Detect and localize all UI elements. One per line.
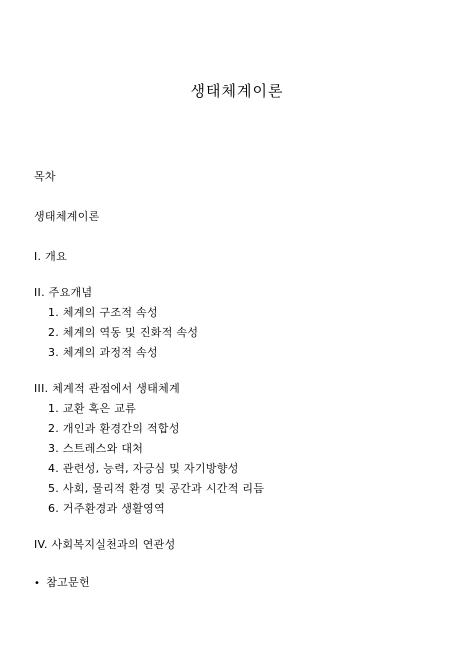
section-3-heading: III. 체계적 관점에서 생태체계 xyxy=(34,382,181,395)
section-3-item: 5. 사회, 물리적 환경 및 공간과 시간적 리듬 xyxy=(48,482,265,495)
section-3-item: 3. 스트레스와 대처 xyxy=(48,442,144,455)
section-2-item: 3. 체계의 과정적 속성 xyxy=(48,346,158,359)
toc-heading: 목차 xyxy=(34,170,56,183)
section-3-item: 6. 거주환경과 생활영역 xyxy=(48,502,166,515)
bullet-icon: • xyxy=(34,578,41,589)
section-4-heading: IV. 사회복지실천과의 연관성 xyxy=(34,538,176,551)
section-3-item: 4. 관련성, 능력, 자긍심 및 자기방향성 xyxy=(48,462,239,475)
section-2-item: 2. 체계의 역동 및 진화적 속성 xyxy=(48,326,199,339)
page-title: 생태체계이론 xyxy=(190,82,284,100)
references-line xyxy=(34,574,90,590)
toc-title: 생태체계이론 xyxy=(34,210,100,223)
section-1-heading: I. 개요 xyxy=(34,250,67,263)
section-2-item: 1. 체계의 구조적 속성 xyxy=(48,306,158,319)
references-label: 참고문헌 xyxy=(46,576,90,589)
section-2-heading: II. 주요개념 xyxy=(34,286,93,299)
section-3-item: 2. 개인과 환경간의 적합성 xyxy=(48,422,180,435)
section-3-item: 1. 교환 혹은 교류 xyxy=(48,402,137,415)
